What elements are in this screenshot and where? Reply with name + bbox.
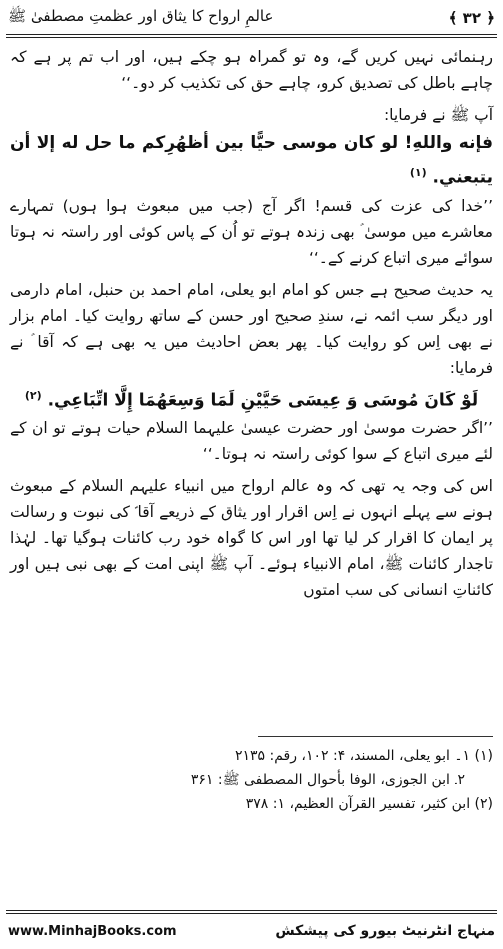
paragraph-6: اس کی وجہ یہ تھی کہ وہ عالم ارواح میں انبیاء علیہم السلام کے مبعوث ہونے سے پہلے انہوں نے اِس اقرار اور یثاق کے ذریعے آقا ؑ کی نبوت و رسالت پر ایمان کا اقرار کر لیا تھا اور اس کا گواہ خود رب کائنات ہوگیا تھا۔ لہٰذا تاجدار کائنات ﷺ، امام الانبیاء ہوئے۔ آپ ﷺ اپنی امت کے بھی نبی ہیں اور کائناتِ انسانی کی سب امتوں: [10, 477, 493, 600]
page-footer: [8, 918, 495, 944]
running-title: عالمِ ارواح کا یثاق اور عظمتِ مصطفیٰ ﷺ: [8, 7, 274, 25]
arabic-hadith-2-text: لَوْ كَانَ مُوسَى وَ عِيسَى حَيَّيْنِ لَمَا وَسِعَهُمَا إِلَّا اتِّبَاعِي.: [47, 390, 479, 411]
footnote-1b: ۲۔ ابن الجوزی، الوفا بأحوال المصطفی ﷺ: ۳۶۱: [190, 772, 465, 788]
paragraph-2: آپ ﷺ نے فرمایا:: [383, 106, 493, 124]
publisher-credit: منہاج انٹرنیٹ بیورو کی پیشکش: [275, 923, 495, 939]
footnote-2: (۲) ابن کثیر، تفسیر القرآن العظیم، ۱: ۳۷۸: [245, 796, 493, 812]
header-rule: [6, 34, 497, 35]
paragraph-4: یہ حدیث صحیح ہے جس کو امام ابو یعلی، امام احمد بن حنبل، امام دارمی اور دیگر سب ائمہ نے، سندِ صحیح اور حسن کے ساتھ روایت کیا۔ امام بزار نے بھی اِس کو روایت کیا۔ پھر بعض احادیث میں یہ بھی ہے کہ آقا ؑ نے فرمایا:: [10, 280, 493, 377]
arabic-hadith-2: [10, 381, 493, 416]
footnote-rule: [258, 736, 493, 737]
footnotes: [10, 744, 493, 816]
arabic-hadith-1: [10, 128, 493, 193]
footer-rule: [6, 913, 497, 914]
footnote-ref-1: (۱): [409, 166, 427, 179]
paragraph-5: ’’اگر حضرت موسیٰ اور حضرت عیسیٰ علیہما السلام حیات ہوتے تو ان کے لئے میری اتباع کے سوا کوئی راستہ نہ ہوتا۔‘‘: [10, 419, 493, 464]
page-body: [10, 44, 493, 644]
footer-rule-thin: [6, 910, 497, 911]
footnote-1: (۱) ۱۔ ابو یعلی، المسند، ۴: ۱۰۲، رقم: ۲۱۳۵: [234, 748, 493, 764]
page-number: ﴿ ۳۲ ﴾: [448, 9, 495, 27]
footnote-ref-2: (۲): [24, 388, 42, 402]
website-url[interactable]: www.MinhajBooks.com: [8, 923, 177, 939]
paragraph-1: رہنمائی نہیں کریں گے، وہ تو گمراہ ہو چکے ہیں، اور اب تم پر ہے کہ چاہے باطل کی تصدیق کرو، چاہے حق کی تکذیب کر دو۔‘‘: [10, 48, 493, 92]
page-header: [8, 4, 495, 32]
arabic-hadith-1-text: فإنه واللهِ! لو كان موسى حيًّا بين أظهُرِكم ما حل له إلا أن يتبعني.: [10, 133, 493, 188]
paragraph-3: ’’خدا کی عزت کی قسم! اگر آج (جب میں مبعوث ہوا ہوں) تمہارے معاشرے میں موسیٰ ؑ بھی زندہ ہوتے تو اُن کے پاس کوئی اور راستہ نہ ہوتا سوائے میری اتباع کرنے کے۔‘‘: [10, 196, 493, 267]
header-rule-thin: [6, 37, 497, 38]
